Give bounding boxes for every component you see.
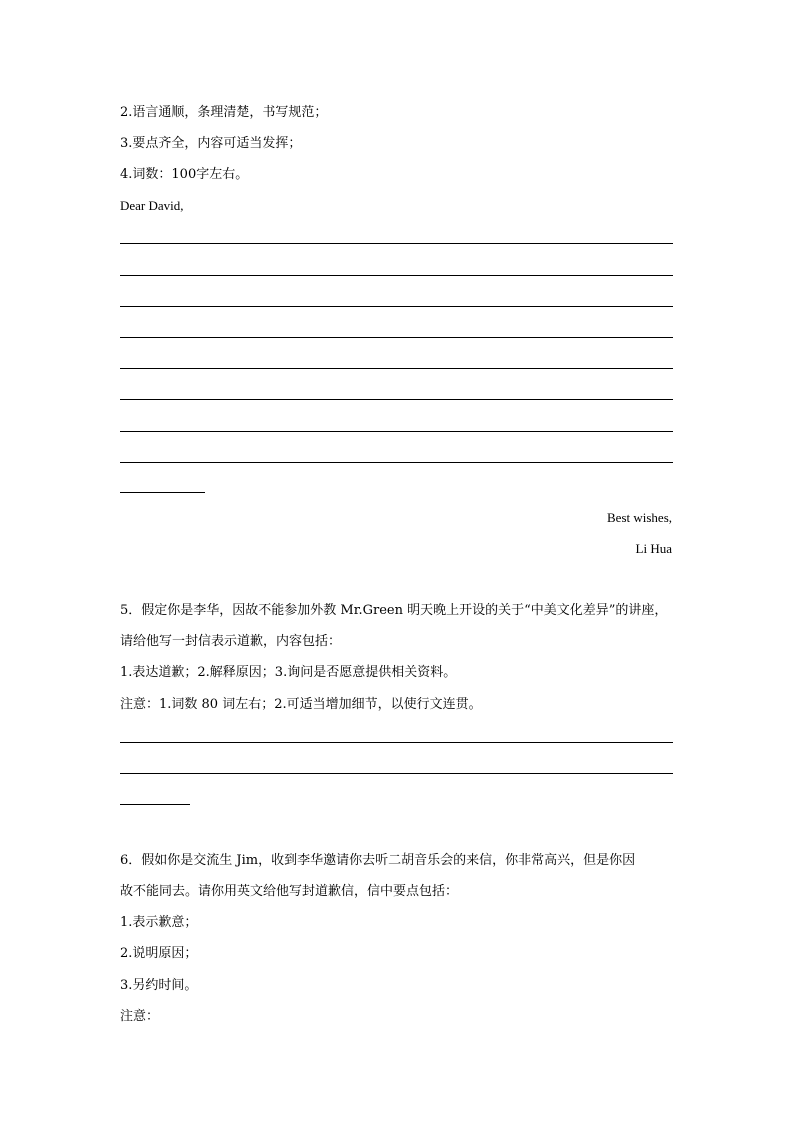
q5-prompt-line1: 5．假定你是李华，因故不能参加外教 Mr.Green 明天晚上开设的关于“中美文化差异”的讲座， [120, 603, 668, 618]
q5-points: 1.表达道歉；2.解释原因；3.询问是否愿意提供相关资料。 [120, 665, 457, 680]
writing-line [120, 399, 673, 400]
letter-signature: Li Hua [635, 541, 672, 556]
writing-line-short [120, 492, 205, 493]
q6-prompt-line1: 6．假如你是交流生 Jim，收到李华邀请你去听二胡音乐会的来信，你非常高兴，但是你因 [120, 853, 636, 868]
writing-line [120, 773, 673, 774]
writing-line [120, 243, 673, 244]
q5-notes: 注意：1.词数 80 词左右；2.可适当增加细节，以使行文连贯。 [120, 697, 482, 712]
writing-line [120, 306, 673, 307]
writing-line [120, 431, 673, 432]
letter-closing: Best wishes, [607, 510, 672, 525]
letter-salutation: Dear David, [120, 198, 184, 213]
requirement-3: 3.要点齐全，内容可适当发挥； [120, 136, 302, 151]
requirement-2: 2.语言通顺，条理清楚，书写规范； [120, 105, 328, 120]
q5-prompt-line2: 请给他写一封信表示道歉，内容包括： [120, 634, 342, 649]
writing-line [120, 462, 673, 463]
writing-line-short [120, 804, 190, 805]
q6-notes-label: 注意： [120, 1009, 160, 1024]
requirement-4: 4.词数：100字左右。 [120, 167, 249, 182]
writing-line [120, 337, 673, 338]
q6-point-2: 2.说明原因； [120, 946, 198, 961]
writing-line [120, 742, 673, 743]
q6-point-3: 3.另约时间。 [120, 978, 198, 993]
q6-prompt-line2: 故不能同去。请你用英文给他写封道歉信，信中要点包括： [120, 884, 459, 899]
writing-line [120, 275, 673, 276]
writing-line [120, 368, 673, 369]
q6-point-1: 1.表示歉意； [120, 915, 198, 930]
